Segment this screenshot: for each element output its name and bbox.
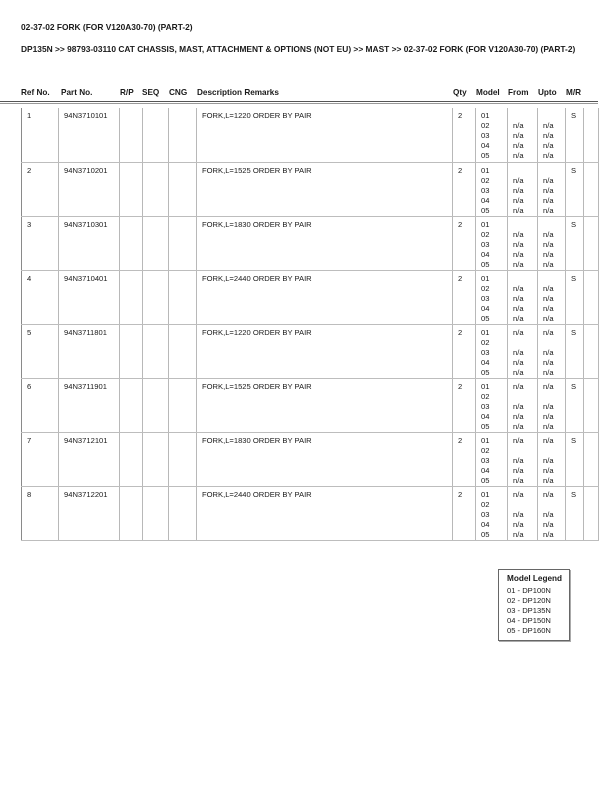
model-value: 02	[481, 337, 490, 347]
header-divider	[0, 101, 598, 104]
model-value: 04	[481, 249, 490, 259]
from-value: n/a	[513, 347, 524, 357]
part-no-cell: 94N3711801	[59, 324, 120, 378]
from-value: n/a	[513, 455, 524, 465]
model-legend	[498, 569, 570, 641]
from-cell	[508, 270, 538, 324]
model-value: 03	[481, 509, 490, 519]
seq-cell	[143, 270, 169, 324]
table-row	[22, 324, 599, 378]
model-value: 01	[481, 489, 490, 499]
upto-value: n/a	[543, 175, 554, 185]
ref-no-cell: 7	[22, 432, 59, 486]
from-value: n/a	[513, 303, 524, 313]
upto-value: n/a	[543, 151, 554, 160]
ref-no-cell: 5	[22, 324, 59, 378]
model-value: 02	[481, 175, 490, 185]
model-cell	[476, 270, 508, 324]
legend-item: 02 - DP120N	[507, 596, 551, 605]
qty-cell: 2	[453, 432, 476, 486]
from-value	[513, 111, 533, 121]
from-value: n/a	[513, 141, 524, 150]
model-value: 01	[481, 381, 490, 391]
mr-cell: S	[566, 162, 584, 216]
from-value: n/a	[513, 121, 524, 130]
upto-value: n/a	[543, 249, 554, 259]
header-mr: M/R	[566, 88, 582, 97]
model-value: 01	[481, 111, 490, 120]
from-cell	[508, 108, 538, 162]
from-value: n/a	[513, 259, 524, 269]
legend-title: Model Legend	[507, 574, 563, 583]
breadcrumb: DP135N >> 98793-03110 CAT CHASSIS, MAST, ATTACHMENT & OPTIONS (NOT EU) >> MAST >> 02-37-02 FORK (FOR V120A30-70) (PART-2)	[21, 44, 576, 54]
model-value: 05	[481, 421, 490, 431]
qty-cell: 2	[453, 324, 476, 378]
rp-cell	[120, 324, 143, 378]
from-value: n/a	[513, 293, 524, 303]
from-value: n/a	[513, 381, 524, 391]
legend-item: 04 - DP150N	[507, 616, 551, 625]
rp-cell	[120, 432, 143, 486]
upto-value: n/a	[543, 141, 554, 150]
model-value: 04	[481, 519, 490, 529]
model-cell	[476, 162, 508, 216]
description-cell: FORK,L=1525 ORDER BY PAIR	[197, 378, 453, 432]
header-part-no: Part No.	[61, 88, 93, 97]
part-no-cell: 94N3710301	[59, 216, 120, 270]
from-value	[513, 274, 533, 284]
cng-cell	[169, 108, 197, 162]
table-row	[22, 216, 599, 270]
upto-cell	[538, 216, 566, 270]
from-value	[513, 166, 533, 176]
model-value: 01	[481, 435, 490, 445]
model-value: 03	[481, 347, 490, 357]
upto-value	[543, 220, 561, 230]
description-cell: FORK,L=1525 ORDER BY PAIR	[197, 162, 453, 216]
upto-value: n/a	[543, 229, 554, 239]
model-value: 02	[481, 445, 490, 455]
model-value: 02	[481, 229, 490, 239]
table-row	[22, 378, 599, 432]
from-cell	[508, 216, 538, 270]
upto-value: n/a	[543, 381, 554, 391]
header-model: Model	[476, 88, 500, 97]
from-value: n/a	[513, 435, 524, 445]
mr-cell: S	[566, 486, 584, 540]
model-cell	[476, 486, 508, 540]
upto-value: n/a	[543, 435, 554, 445]
seq-cell	[143, 378, 169, 432]
model-value: 02	[481, 499, 490, 509]
upto-value: n/a	[543, 283, 554, 293]
mr-cell: S	[566, 378, 584, 432]
seq-cell	[143, 216, 169, 270]
parts-table	[21, 108, 599, 541]
from-value: n/a	[513, 475, 524, 485]
from-value: n/a	[513, 249, 524, 259]
model-value: 04	[481, 141, 490, 150]
from-value: n/a	[513, 131, 524, 140]
ref-no-cell: 8	[22, 486, 59, 540]
trailing-cell	[584, 108, 599, 162]
upto-value: n/a	[543, 455, 554, 465]
mr-cell: S	[566, 108, 584, 162]
upto-value: n/a	[543, 367, 554, 377]
upto-cell	[538, 108, 566, 162]
trailing-cell	[584, 216, 599, 270]
cng-cell	[169, 378, 197, 432]
qty-cell: 2	[453, 486, 476, 540]
trailing-cell	[584, 162, 599, 216]
part-no-cell: 94N3712201	[59, 486, 120, 540]
seq-cell	[143, 486, 169, 540]
upto-value	[543, 338, 561, 348]
header-description: Description Remarks	[197, 88, 279, 97]
part-no-cell: 94N3710401	[59, 270, 120, 324]
rp-cell	[120, 378, 143, 432]
model-value: 04	[481, 465, 490, 475]
header-cng: CNG	[169, 88, 188, 97]
from-value: n/a	[513, 489, 524, 499]
part-no-cell: 94N3710201	[59, 162, 120, 216]
table-row	[22, 432, 599, 486]
rp-cell	[120, 162, 143, 216]
upto-value: n/a	[543, 327, 554, 337]
from-value: n/a	[513, 175, 524, 185]
qty-cell: 2	[453, 378, 476, 432]
from-value: n/a	[513, 421, 524, 431]
model-value: 04	[481, 357, 490, 367]
upto-value: n/a	[543, 357, 554, 367]
table-row	[22, 108, 599, 162]
page-title: 02-37-02 FORK (FOR V120A30-70) (PART-2)	[21, 22, 193, 32]
model-value: 01	[481, 327, 490, 337]
model-value: 02	[481, 391, 490, 401]
table-row	[22, 270, 599, 324]
from-cell	[508, 432, 538, 486]
cng-cell	[169, 324, 197, 378]
model-value: 03	[481, 131, 490, 140]
qty-cell: 2	[453, 162, 476, 216]
upto-value: n/a	[543, 195, 554, 205]
cng-cell	[169, 486, 197, 540]
from-value	[513, 446, 533, 456]
from-cell	[508, 324, 538, 378]
header-from: From	[508, 88, 529, 97]
mr-cell: S	[566, 216, 584, 270]
rp-cell	[120, 216, 143, 270]
upto-value: n/a	[543, 259, 554, 269]
seq-cell	[143, 324, 169, 378]
model-value: 05	[481, 205, 490, 215]
ref-no-cell: 4	[22, 270, 59, 324]
upto-value: n/a	[543, 475, 554, 485]
model-cell	[476, 324, 508, 378]
model-value: 03	[481, 455, 490, 465]
upto-value: n/a	[543, 313, 554, 323]
seq-cell	[143, 432, 169, 486]
cng-cell	[169, 162, 197, 216]
qty-cell: 2	[453, 108, 476, 162]
from-value: n/a	[513, 529, 524, 539]
description-cell: FORK,L=1830 ORDER BY PAIR	[197, 216, 453, 270]
legend-item: 01 - DP100N	[507, 586, 551, 595]
mr-cell: S	[566, 432, 584, 486]
from-value	[513, 220, 533, 230]
upto-value: n/a	[543, 205, 554, 215]
table-row	[22, 486, 599, 540]
from-value: n/a	[513, 327, 524, 337]
upto-cell	[538, 486, 566, 540]
upto-cell	[538, 378, 566, 432]
rp-cell	[120, 486, 143, 540]
cng-cell	[169, 216, 197, 270]
from-value: n/a	[513, 519, 524, 529]
from-value: n/a	[513, 411, 524, 421]
upto-value: n/a	[543, 185, 554, 195]
from-value: n/a	[513, 313, 524, 323]
upto-value: n/a	[543, 121, 554, 130]
upto-value: n/a	[543, 421, 554, 431]
trailing-cell	[584, 486, 599, 540]
from-value: n/a	[513, 195, 524, 205]
model-value: 05	[481, 475, 490, 485]
model-value: 02	[481, 283, 490, 293]
table-row	[22, 162, 599, 216]
trailing-cell	[584, 432, 599, 486]
ref-no-cell: 1	[22, 108, 59, 162]
from-value	[513, 392, 533, 402]
upto-value: n/a	[543, 293, 554, 303]
cng-cell	[169, 432, 197, 486]
upto-cell	[538, 324, 566, 378]
header-rp: R/P	[120, 88, 134, 97]
ref-no-cell: 3	[22, 216, 59, 270]
model-value: 03	[481, 185, 490, 195]
seq-cell	[143, 162, 169, 216]
description-cell: FORK,L=1830 ORDER BY PAIR	[197, 432, 453, 486]
upto-value: n/a	[543, 465, 554, 475]
upto-value	[543, 274, 561, 284]
from-cell	[508, 162, 538, 216]
header-seq: SEQ	[142, 88, 160, 97]
model-value: 03	[481, 401, 490, 411]
from-cell	[508, 378, 538, 432]
ref-no-cell: 2	[22, 162, 59, 216]
from-value: n/a	[513, 465, 524, 475]
model-value: 04	[481, 303, 490, 313]
mr-cell: S	[566, 324, 584, 378]
from-value: n/a	[513, 509, 524, 519]
rp-cell	[120, 270, 143, 324]
model-value: 01	[481, 165, 490, 175]
description-cell: FORK,L=2440 ORDER BY PAIR	[197, 270, 453, 324]
upto-value	[543, 446, 561, 456]
upto-value: n/a	[543, 239, 554, 249]
model-cell	[476, 432, 508, 486]
upto-value: n/a	[543, 347, 554, 357]
qty-cell: 2	[453, 216, 476, 270]
part-no-cell: 94N3712101	[59, 432, 120, 486]
qty-cell: 2	[453, 270, 476, 324]
upto-cell	[538, 162, 566, 216]
model-cell	[476, 216, 508, 270]
cng-cell	[169, 270, 197, 324]
legend-item: 05 - DP160N	[507, 626, 551, 635]
upto-value: n/a	[543, 519, 554, 529]
from-value: n/a	[513, 239, 524, 249]
header-qty: Qty	[453, 88, 467, 97]
upto-value: n/a	[543, 303, 554, 313]
from-value	[513, 500, 533, 510]
from-value: n/a	[513, 185, 524, 195]
from-value: n/a	[513, 401, 524, 411]
model-value: 03	[481, 293, 490, 303]
upto-value: n/a	[543, 131, 554, 140]
header-upto: Upto	[538, 88, 557, 97]
from-value: n/a	[513, 357, 524, 367]
upto-value: n/a	[543, 509, 554, 519]
from-value: n/a	[513, 283, 524, 293]
from-value: n/a	[513, 367, 524, 377]
part-no-cell: 94N3710101	[59, 108, 120, 162]
model-value: 05	[481, 529, 490, 539]
from-value: n/a	[513, 151, 524, 160]
model-value: 01	[481, 219, 490, 229]
upto-value	[543, 166, 561, 176]
upto-cell	[538, 432, 566, 486]
model-value: 02	[481, 121, 490, 130]
model-value: 03	[481, 239, 490, 249]
from-value: n/a	[513, 229, 524, 239]
upto-value	[543, 392, 561, 402]
from-value: n/a	[513, 205, 524, 215]
upto-cell	[538, 270, 566, 324]
model-value: 05	[481, 367, 490, 377]
trailing-cell	[584, 324, 599, 378]
from-value	[513, 338, 533, 348]
upto-value	[543, 500, 561, 510]
upto-value: n/a	[543, 401, 554, 411]
ref-no-cell: 6	[22, 378, 59, 432]
part-no-cell: 94N3711901	[59, 378, 120, 432]
upto-value	[543, 111, 561, 121]
model-value: 04	[481, 195, 490, 205]
mr-cell: S	[566, 270, 584, 324]
trailing-cell	[584, 270, 599, 324]
rp-cell	[120, 108, 143, 162]
header-ref-no: Ref No.	[21, 88, 50, 97]
model-value: 04	[481, 411, 490, 421]
upto-value: n/a	[543, 489, 554, 499]
model-cell	[476, 378, 508, 432]
model-cell	[476, 108, 508, 162]
upto-value: n/a	[543, 529, 554, 539]
from-cell	[508, 486, 538, 540]
seq-cell	[143, 108, 169, 162]
model-value: 05	[481, 259, 490, 269]
description-cell: FORK,L=1220 ORDER BY PAIR	[197, 324, 453, 378]
upto-value: n/a	[543, 411, 554, 421]
model-value: 01	[481, 273, 490, 283]
trailing-cell	[584, 378, 599, 432]
model-value: 05	[481, 151, 490, 160]
description-cell: FORK,L=1220 ORDER BY PAIR	[197, 108, 453, 162]
model-value: 05	[481, 313, 490, 323]
description-cell: FORK,L=2440 ORDER BY PAIR	[197, 486, 453, 540]
legend-item: 03 - DP135N	[507, 606, 551, 615]
